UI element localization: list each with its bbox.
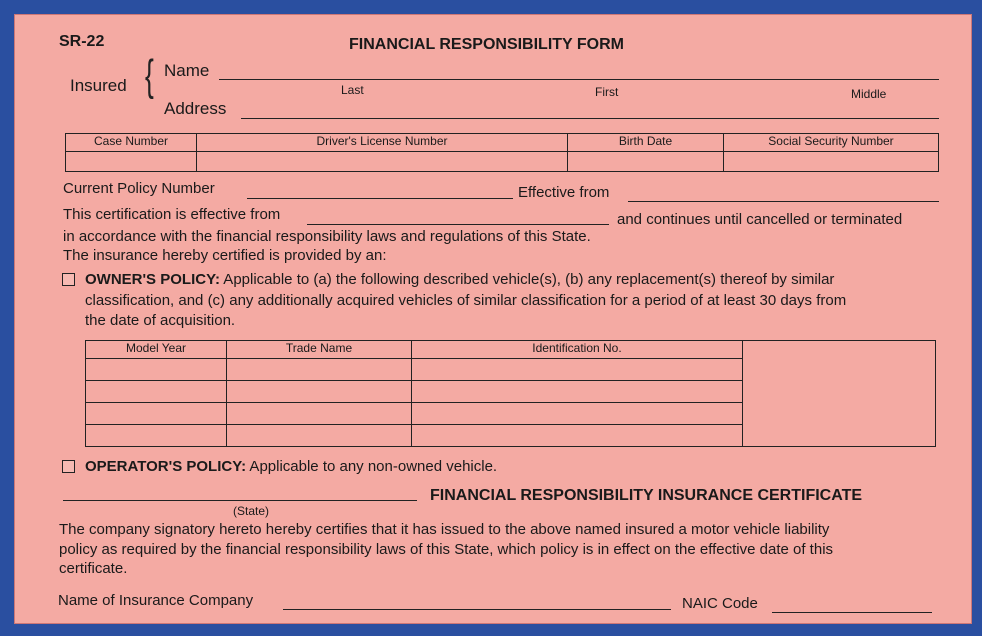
trade-name-field[interactable] bbox=[227, 403, 412, 425]
model-year-field[interactable] bbox=[86, 381, 227, 403]
naic-field[interactable] bbox=[772, 612, 932, 613]
identification-field[interactable] bbox=[412, 381, 743, 403]
cert-effective-label: This certification is effective from bbox=[63, 206, 281, 223]
header-ssn: Social Security Number bbox=[724, 134, 939, 152]
continues-text: and continues until cancelled or terminated bbox=[617, 211, 903, 228]
vehicle-notes-box[interactable] bbox=[743, 341, 936, 447]
header-model-year: Model Year bbox=[86, 341, 227, 359]
operator-policy-text: Applicable to any non-owned vehicle. bbox=[246, 458, 498, 475]
certify-text-3: certificate. bbox=[59, 560, 128, 577]
naic-label: NAIC Code bbox=[682, 595, 758, 612]
trade-name-field[interactable] bbox=[227, 381, 412, 403]
header-case-number: Case Number bbox=[66, 134, 197, 152]
first-label: First bbox=[595, 85, 619, 99]
effective-from-field[interactable] bbox=[628, 201, 939, 202]
name-field[interactable] bbox=[219, 79, 939, 80]
identification-field[interactable] bbox=[412, 425, 743, 447]
operator-policy-title: OPERATOR'S POLICY: bbox=[85, 458, 247, 475]
effective-from-label: Effective from bbox=[518, 184, 610, 201]
vehicle-table bbox=[85, 340, 936, 447]
insurance-company-field[interactable] bbox=[283, 609, 671, 610]
header-trade-name: Trade Name bbox=[227, 341, 412, 359]
form-card bbox=[14, 14, 972, 624]
trade-name-field[interactable] bbox=[227, 425, 412, 447]
model-year-field[interactable] bbox=[86, 425, 227, 447]
form-title: FINANCIAL RESPONSIBILITY FORM bbox=[349, 36, 624, 53]
policy-number-label: Current Policy Number bbox=[63, 180, 215, 197]
header-birth-date: Birth Date bbox=[568, 134, 724, 152]
owner-policy-text-2: classification, and (c) any additionally acquired vehicles of similar classification for a period of at least 30 days from bbox=[85, 292, 847, 309]
owner-policy-text-1: Applicable to (a) the following described vehicle(s), (b) any replacement(s) thereof by similar bbox=[219, 271, 835, 288]
case-number-field[interactable] bbox=[66, 152, 197, 172]
header-license-number: Driver's License Number bbox=[197, 134, 568, 152]
address-label: Address bbox=[164, 99, 227, 118]
owner-policy-text-3: the date of acquisition. bbox=[85, 312, 236, 329]
certificate-title: FINANCIAL RESPONSIBILITY INSURANCE CERTIFICATE bbox=[430, 487, 863, 504]
birth-date-field[interactable] bbox=[568, 152, 724, 172]
cert-effective-field[interactable] bbox=[307, 224, 609, 225]
ssn-field[interactable] bbox=[724, 152, 939, 172]
last-label: Last bbox=[341, 83, 364, 97]
policy-number-field[interactable] bbox=[247, 198, 513, 199]
identification-field[interactable] bbox=[412, 403, 743, 425]
address-field[interactable] bbox=[241, 118, 939, 119]
owner-policy-line-1 bbox=[85, 271, 834, 288]
trade-name-field[interactable] bbox=[227, 359, 412, 381]
insured-brace: { bbox=[144, 51, 154, 100]
state-field[interactable] bbox=[63, 500, 417, 501]
state-label: (State) bbox=[233, 504, 270, 518]
insurance-company-label: Name of Insurance Company bbox=[58, 592, 254, 609]
operator-policy-line bbox=[85, 458, 497, 475]
accordance-text: in accordance with the financial responsibility laws and regulations of this State. bbox=[63, 228, 591, 245]
insured-label: Insured bbox=[70, 76, 127, 95]
middle-label: Middle bbox=[851, 87, 887, 101]
identification-field[interactable] bbox=[412, 359, 743, 381]
license-number-field[interactable] bbox=[197, 152, 568, 172]
certify-text-2: policy as required by the financial responsibility laws of this State, which policy is in effect on the effective date of this bbox=[59, 541, 834, 558]
id-table bbox=[65, 133, 939, 172]
owner-policy-checkbox[interactable] bbox=[62, 273, 75, 286]
model-year-field[interactable] bbox=[86, 403, 227, 425]
certify-text-1: The company signatory hereto hereby certifies that it has issued to the above named insured a motor vehicle liability bbox=[59, 521, 830, 538]
header-identification-no: Identification No. bbox=[412, 341, 743, 359]
owner-policy-title: OWNER'S POLICY: bbox=[85, 271, 220, 288]
model-year-field[interactable] bbox=[86, 359, 227, 381]
form-code: SR-22 bbox=[59, 33, 105, 50]
provided-text: The insurance hereby certified is provided by an: bbox=[63, 247, 387, 264]
operator-policy-checkbox[interactable] bbox=[62, 460, 75, 473]
name-label: Name bbox=[164, 61, 210, 80]
